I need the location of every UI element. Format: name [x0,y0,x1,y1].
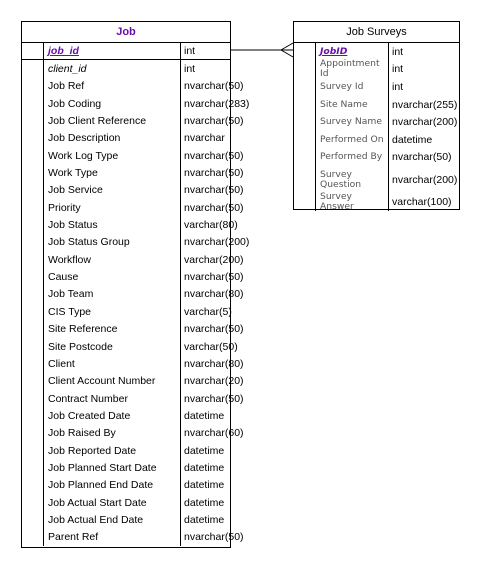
table-row[interactable] [294,149,459,167]
table-row[interactable] [22,390,244,407]
table-row[interactable] [22,407,230,424]
table-row[interactable] [22,286,244,303]
column-type: nvarchar(60) [184,427,244,440]
column-name: Site Postcode [44,338,181,355]
key-cell [22,511,44,528]
crows-foot-lower [281,50,293,57]
table-row[interactable] [294,131,459,149]
job-table[interactable] [21,21,250,548]
column-name: Job Status [44,216,181,233]
column-type: datetime [184,513,225,526]
column-name: Job Raised By [44,425,181,442]
table-row[interactable] [22,60,230,77]
key-cell [294,166,316,193]
column-type: nvarchar(200) [184,236,250,249]
table-row[interactable] [294,190,459,212]
table-row[interactable] [22,511,230,528]
column-type: int [392,80,404,93]
table-row[interactable] [294,58,459,80]
column-type: nvarchar(50) [184,80,244,93]
key-cell [294,96,316,114]
foreign-key-name: client_id [44,60,181,77]
column-name: Work Type [44,164,181,181]
key-cell [22,390,44,407]
primary-key-name: JobID [316,43,389,61]
table-row[interactable] [22,442,230,459]
table-row[interactable] [22,477,230,494]
column-type: int [184,63,196,76]
key-cell [22,529,44,546]
table-row[interactable] [22,459,230,476]
key-cell [22,338,44,355]
column-name: Job Actual Start Date [44,494,181,511]
column-name: Survey Question [316,166,389,193]
key-cell [22,147,44,164]
column-name: Appointment Id [316,61,389,79]
column-type: nvarchar(255) [392,98,458,111]
column-name: Parent Ref [44,529,181,546]
key-cell [22,216,44,233]
column-type: datetime [184,479,225,492]
column-type: nvarchar(50) [184,392,244,405]
key-cell [22,494,44,511]
table-row[interactable] [22,425,244,442]
table-row[interactable] [294,166,459,193]
key-cell [22,477,44,494]
column-name: Job Service [44,182,181,199]
job-surveys-table[interactable] [293,21,460,210]
column-type: nvarchar(50) [392,151,452,164]
job-surveys-table-rows [294,43,459,211]
column-type: nvarchar(200) [392,173,458,186]
column-name: Contract Number [44,390,181,407]
column-type: nvarchar(50) [184,167,244,180]
key-cell [294,43,316,61]
table-row[interactable] [294,113,459,131]
column-type: nvarchar(80) [184,288,244,301]
primary-key-name: job_id [44,43,181,59]
key-cell [22,407,44,424]
table-row[interactable] [294,96,459,114]
key-cell [22,425,44,442]
column-name: CIS Type [44,303,181,320]
column-type: int [392,63,404,76]
key-cell [22,251,44,268]
table-row[interactable] [294,78,459,96]
key-cell [294,78,316,96]
column-name: Performed By [316,149,389,167]
column-type: datetime [184,461,225,474]
column-name: Cause [44,268,181,285]
key-cell [294,61,316,79]
key-cell [22,321,44,338]
column-type: nvarchar(80) [184,357,244,370]
column-type: nvarchar(50) [184,271,244,284]
column-type: int [184,45,196,58]
column-type: int [392,45,404,58]
key-cell [294,193,316,211]
column-type: nvarchar(283) [184,97,250,110]
job-surveys-table-title: Job Surveys [294,22,459,43]
key-cell [22,78,44,95]
column-name: Job Status Group [44,234,181,251]
column-type: nvarchar(50) [184,323,244,336]
table-row[interactable] [22,130,230,147]
table-row[interactable] [22,199,244,216]
table-row[interactable] [22,164,244,181]
column-name: Site Name [316,96,389,114]
table-row[interactable] [22,147,244,164]
key-cell [22,459,44,476]
key-cell [22,199,44,216]
key-cell [22,60,44,77]
key-cell [22,373,44,390]
column-type: nvarchar(50) [184,201,244,214]
table-row[interactable] [22,78,244,95]
table-row[interactable] [22,373,244,390]
table-row[interactable] [22,338,238,355]
column-type: varchar(5) [184,305,232,318]
table-row[interactable] [22,182,244,199]
column-type: datetime [184,444,225,457]
column-name: Client Account Number [44,373,181,390]
table-row[interactable] [22,234,250,251]
table-row[interactable] [22,529,244,546]
column-type: nvarchar(200) [392,116,458,129]
column-type: datetime [184,409,225,422]
column-name: Job Planned End Date [44,477,181,494]
column-type: varchar(80) [184,219,238,232]
key-cell [22,286,44,303]
column-type: nvarchar [184,132,225,145]
key-cell [22,112,44,129]
column-type: datetime [392,133,433,146]
table-row[interactable] [22,268,244,285]
table-row[interactable] [22,321,244,338]
column-name: Job Team [44,286,181,303]
crows-foot-upper [281,43,293,50]
table-row[interactable] [22,251,244,268]
column-name: Survey Id [316,78,389,96]
column-name: Job Planned Start Date [44,459,181,476]
column-name: Job Ref [44,78,181,95]
table-row[interactable] [22,95,250,112]
column-name: Work Log Type [44,147,181,164]
column-type: varchar(50) [184,340,238,353]
column-name: Site Reference [44,321,181,338]
column-name: Job Actual End Date [44,511,181,528]
column-type: nvarchar(50) [184,149,244,162]
key-cell [22,182,44,199]
column-name: Workflow [44,251,181,268]
column-name: Survey Answer [316,193,389,211]
table-row[interactable] [22,216,238,233]
key-cell [22,303,44,320]
table-row[interactable] [22,112,244,129]
column-type: datetime [184,496,225,509]
table-row[interactable] [22,303,230,320]
column-type: varchar(100) [392,195,452,208]
table-row[interactable] [22,43,230,60]
column-type: nvarchar(50) [184,115,244,128]
key-cell [22,355,44,372]
column-name: Job Reported Date [44,442,181,459]
key-cell [22,130,44,147]
job-table-rows [22,43,250,546]
key-cell [22,268,44,285]
column-type: nvarchar(20) [184,375,244,388]
column-type: nvarchar(50) [184,184,244,197]
key-cell [22,234,44,251]
column-name: Priority [44,199,181,216]
key-cell [22,164,44,181]
key-cell [22,43,44,59]
column-name: Survey Name [316,113,389,131]
column-name: Job Description [44,130,181,147]
key-cell [294,113,316,131]
job-table-title: Job [22,22,230,43]
column-name: Job Coding [44,95,181,112]
key-cell [22,95,44,112]
column-name: Performed On [316,131,389,149]
column-type: nvarchar(50) [184,531,244,544]
key-cell [294,131,316,149]
column-type: varchar(200) [184,253,244,266]
key-cell [294,149,316,167]
column-name: Job Created Date [44,407,181,424]
key-cell [22,442,44,459]
column-name: Client [44,355,181,372]
table-row[interactable] [22,355,244,372]
table-row[interactable] [22,494,230,511]
column-name: Job Client Reference [44,112,181,129]
